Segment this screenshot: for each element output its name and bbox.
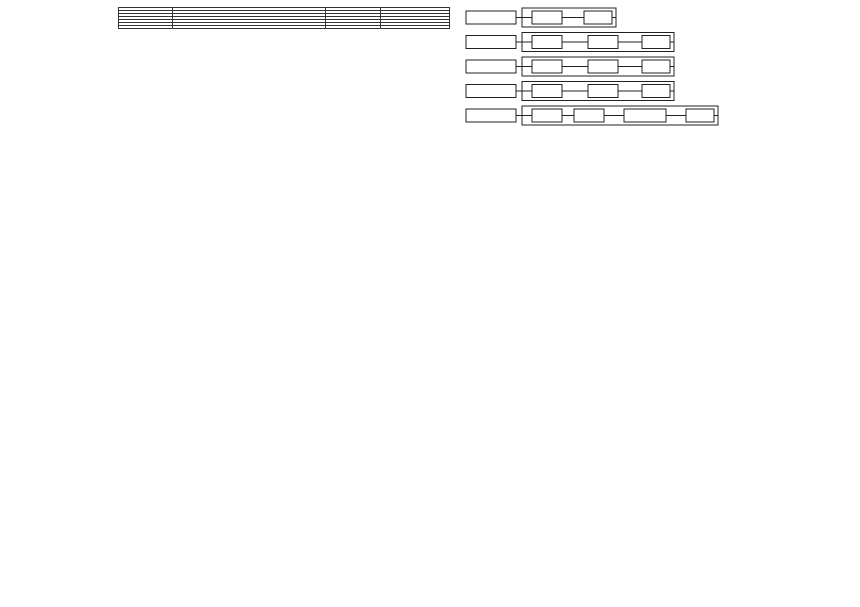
level-box xyxy=(532,36,562,49)
level-box xyxy=(642,36,670,49)
level-box xyxy=(588,85,618,98)
level-box xyxy=(574,109,604,122)
diagram-row xyxy=(466,33,674,52)
dynasty-box xyxy=(466,60,516,73)
diagram-row xyxy=(466,8,616,27)
diagram-row xyxy=(466,106,718,125)
level-box xyxy=(532,85,562,98)
level-box xyxy=(532,11,562,24)
table-cell xyxy=(173,26,326,29)
level-box xyxy=(642,60,670,73)
local-admin-system-diagram xyxy=(464,7,724,179)
table-cell xyxy=(380,26,449,29)
level-box xyxy=(532,109,562,122)
diagram-row xyxy=(466,82,674,101)
official-functions-table xyxy=(118,7,450,29)
level-box xyxy=(624,109,666,122)
right-column xyxy=(458,6,808,180)
level-box xyxy=(584,11,612,24)
table-cell xyxy=(326,26,380,29)
dynasty-box xyxy=(466,85,516,98)
table-cell xyxy=(119,26,173,29)
level-box xyxy=(642,85,670,98)
level-box xyxy=(686,109,714,122)
level-box xyxy=(588,60,618,73)
dynasty-box xyxy=(466,11,516,24)
level-box xyxy=(532,60,562,73)
left-column xyxy=(118,6,450,29)
diagram-row xyxy=(466,57,674,76)
level-box xyxy=(588,36,618,49)
dynasty-box xyxy=(466,36,516,49)
dynasty-box xyxy=(466,109,516,122)
table-row xyxy=(119,26,450,29)
